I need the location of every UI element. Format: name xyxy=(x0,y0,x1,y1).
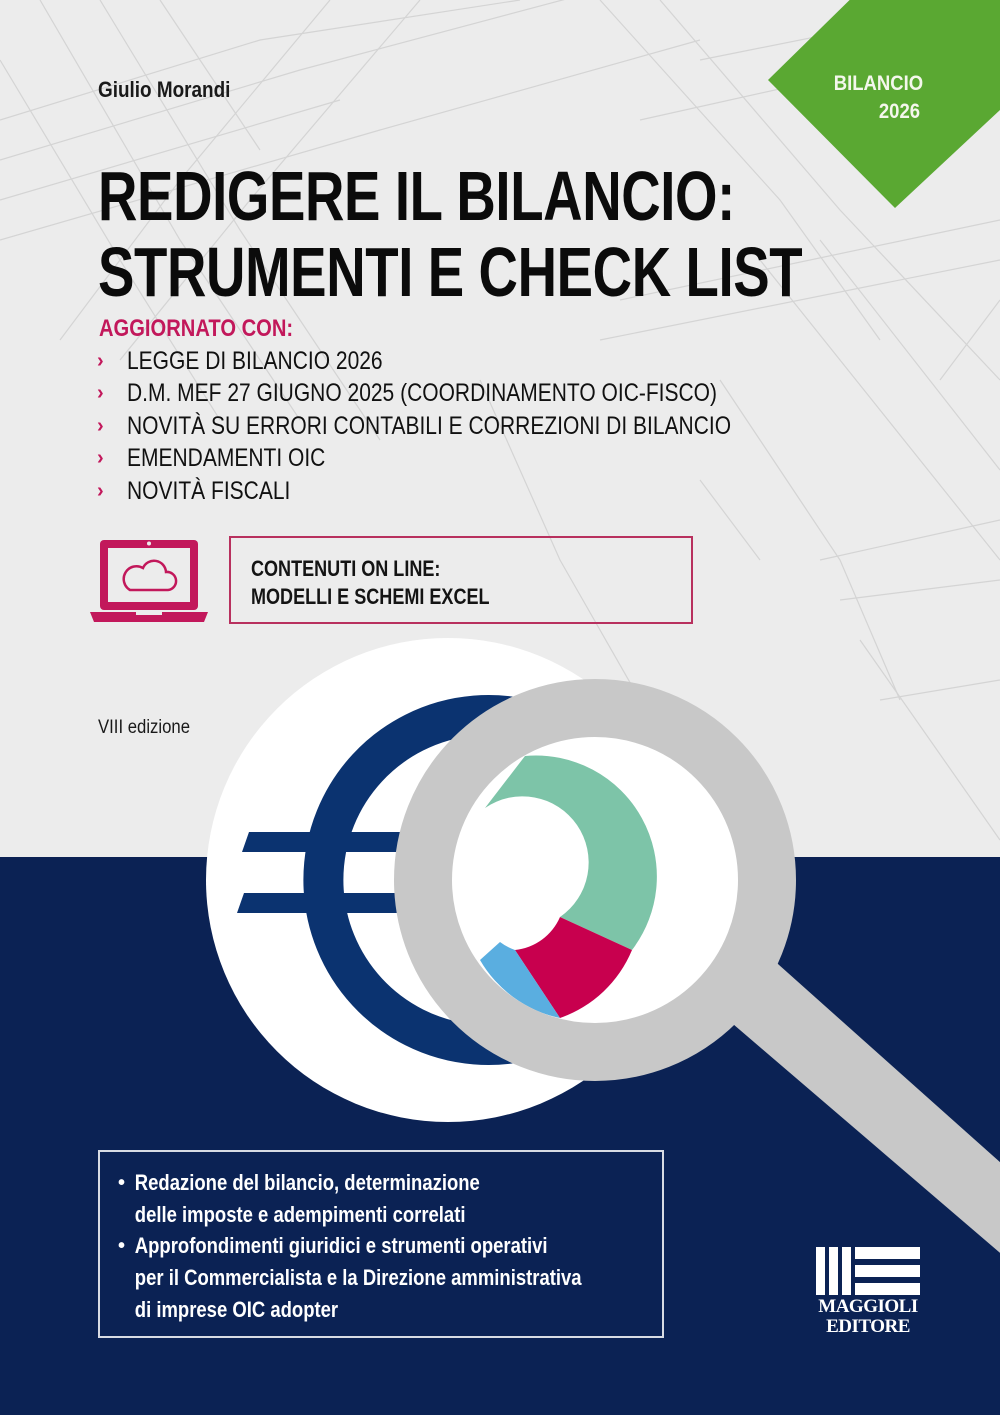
bullet-icon: • xyxy=(118,1235,126,1257)
badge-line-2: 2026 xyxy=(878,100,920,123)
online-contents-box xyxy=(229,536,693,624)
list-item: › NOVITÀ FISCALI xyxy=(97,476,291,505)
list-item: › D.M. MEF 27 GIUGNO 2025 (COORDINAMENTO OIC-FISCO) xyxy=(97,379,718,408)
author-name: Giulio Morandi xyxy=(98,77,231,102)
book-title xyxy=(98,158,802,310)
feature-item: • Redazione del bilancio, determinazione delle imposte e adempimenti correlati xyxy=(118,1167,549,1231)
publisher-name: MAGGIOLI EDITORE xyxy=(818,1296,918,1337)
updates-heading: AGGIORNATO CON: xyxy=(99,315,294,342)
online-contents-subtitle: MODELLI E SCHEMI EXCEL xyxy=(251,584,490,609)
feature-item: • Approfondimenti giuridici e strumenti operativi per il Commercialista e la Direzione amministrativa di imprese OIC adopter xyxy=(118,1230,670,1326)
features-box xyxy=(98,1150,664,1338)
laptop-cloud-icon xyxy=(90,538,208,624)
list-item: › EMENDAMENTI OIC xyxy=(97,444,326,473)
title-line-1: REDIGERE IL BILANCIO: xyxy=(98,157,735,235)
online-contents-title: CONTENUTI ON LINE: xyxy=(251,556,441,581)
chevron-right-icon: › xyxy=(97,382,104,405)
chevron-right-icon: › xyxy=(97,447,104,470)
chevron-right-icon: › xyxy=(97,414,104,437)
badge-line-1: BILANCIO xyxy=(833,72,924,95)
title-line-2: STRUMENTI E CHECK LIST xyxy=(98,233,803,311)
chevron-right-icon: › xyxy=(97,349,104,372)
updates-list xyxy=(97,345,846,508)
list-item: › NOVITÀ SU ERRORI CONTABILI E CORREZIONI DI BILANCIO xyxy=(97,411,732,440)
chevron-right-icon: › xyxy=(97,479,104,502)
bullet-icon: • xyxy=(118,1172,126,1194)
edition-label: VIII edizione xyxy=(98,717,191,738)
badge-label xyxy=(833,70,924,126)
list-item: › LEGGE DI BILANCIO 2026 xyxy=(97,346,383,375)
